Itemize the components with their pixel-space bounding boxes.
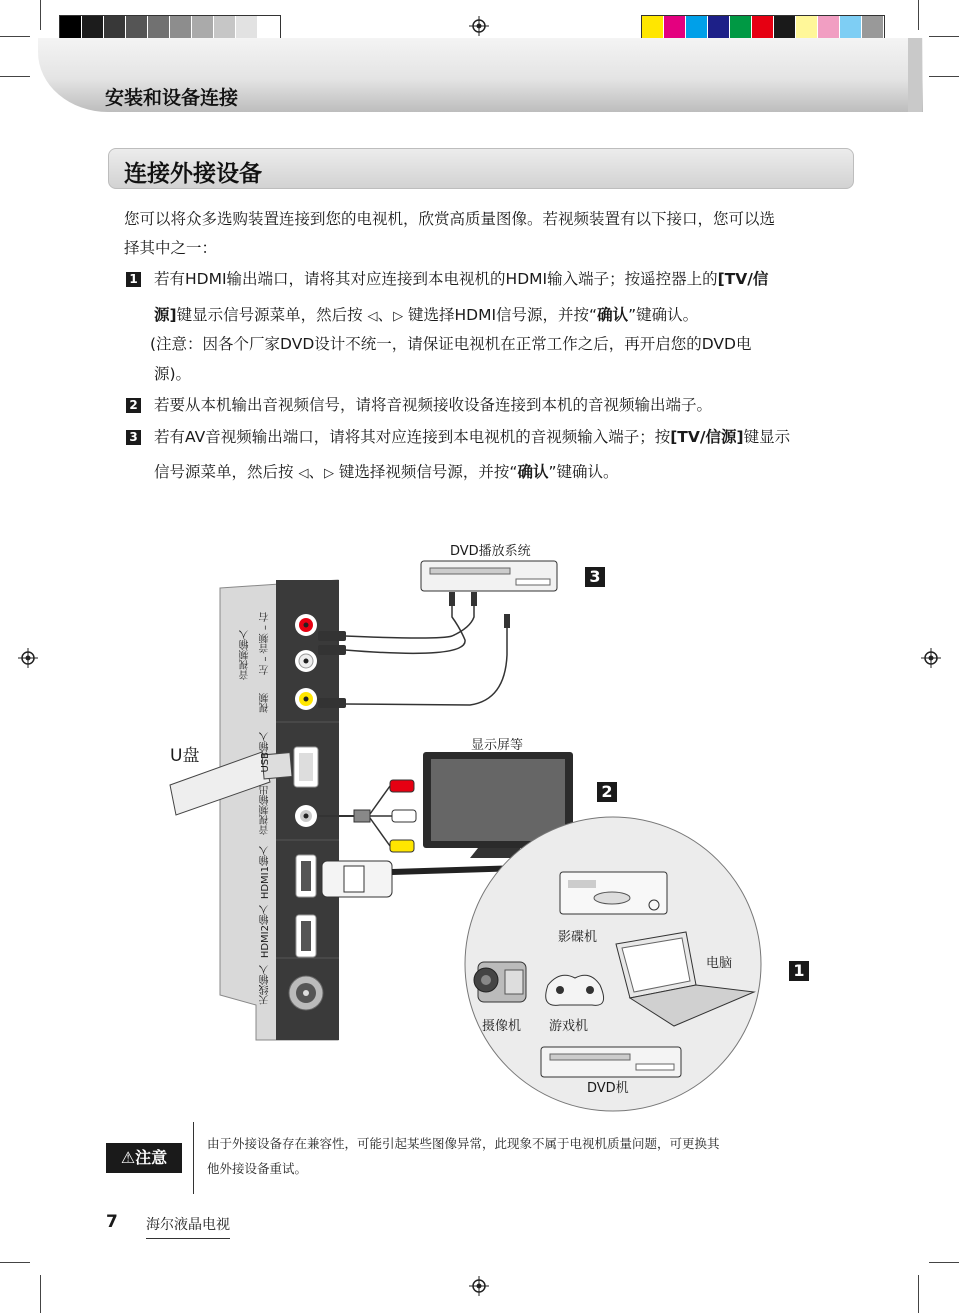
- warning-icon: ⚠: [120, 1148, 136, 1167]
- left-arrow-icon: ◁: [298, 466, 309, 481]
- dvd-player-device: [541, 1047, 681, 1077]
- rca-jack-video: [295, 688, 317, 710]
- badge-2: 2: [597, 782, 617, 802]
- item-3-text: 信号源菜单，然后按: [154, 463, 294, 481]
- page-title: 连接外接设备: [124, 161, 262, 187]
- item-1-text: 键选择HDMI信号源，并按“: [408, 306, 598, 324]
- panel-av-in-label: 音视频输入: [240, 630, 251, 680]
- badge-1: 1: [789, 961, 809, 981]
- item-number: 2: [126, 398, 141, 413]
- tv-source-key: 源]: [154, 306, 177, 324]
- item-number: 3: [126, 430, 141, 445]
- tv-source-key: [TV/信源]: [670, 428, 744, 446]
- page-number: 7: [106, 1212, 118, 1232]
- footer-brand: 海尔液晶电视: [146, 1214, 230, 1239]
- camcorder-label: 摄像机: [482, 1019, 522, 1034]
- av-out-jack: [295, 805, 317, 827]
- item-1-text: ”键确认。: [628, 306, 699, 324]
- item-3-text: 若有AV音视频输出端口，请将其对应连接到本电视机的音视频输入端子；按: [154, 428, 671, 446]
- note-label: 注意: [135, 1148, 168, 1167]
- arrow-separator: 、: [308, 463, 324, 481]
- item-3-text: 键显示: [743, 428, 791, 446]
- item-1-note: (注意：因各个厂家DVD设计不统一，请保证电视机在正常工作之后，再开启您的DVD电: [150, 335, 752, 353]
- tv-source-key: [TV/信: [717, 270, 769, 288]
- note-badge: [106, 1143, 182, 1173]
- panel-hdmi1-label: HDMI1输入: [260, 846, 271, 900]
- dvd-label: DVD机: [587, 1081, 629, 1096]
- panel-usb-label: USB输入: [260, 732, 271, 773]
- note-line: 由于外接设备存在兼容性，可能引起某些图像异常，此现象不属于电视机质量问题，可更换其: [207, 1136, 720, 1151]
- right-arrow-icon: ▷: [393, 309, 404, 324]
- panel-audio-label: 左 – 音频 – 右: [260, 612, 271, 675]
- intro-line: 您可以将众多选购装置连接到您的电视机，欣赏高质量图像。若视频装置有以下接口，您可以选: [124, 210, 776, 228]
- item-1-text: 键显示信号源菜单，然后按: [176, 306, 363, 324]
- note-line: 他外接设备重试。: [207, 1161, 308, 1176]
- usb-label: U盘: [170, 746, 200, 766]
- player-label: 影碟机: [558, 930, 598, 945]
- confirm-key: 确认: [597, 306, 629, 324]
- confirm-key: 确认: [517, 463, 549, 481]
- item-3-text: ”键确认。: [548, 463, 619, 481]
- item-3-text: 键选择视频信号源，并按“: [338, 463, 518, 481]
- camcorder-device: [474, 962, 526, 1002]
- rca-jack-right: [295, 614, 317, 636]
- panel-antenna-label: 天线输入: [260, 965, 271, 1005]
- antenna-jack: [289, 976, 323, 1010]
- rca-jack-left: [295, 650, 317, 672]
- right-arrow-icon: ▷: [323, 466, 334, 481]
- badge-3: 3: [585, 567, 605, 587]
- computer-label: 电脑: [706, 956, 733, 971]
- item-1-text: 若有HDMI输出端口，请将其对应连接到本电视机的HDMI输入端子；按遥控器上的: [154, 270, 718, 288]
- dvd-system-device: [421, 561, 557, 591]
- display-label: 显示屏等: [471, 738, 524, 753]
- arrow-separator: 、: [377, 306, 394, 324]
- player-device: [560, 872, 667, 914]
- panel-av-out-label: 音视频输出: [260, 785, 271, 835]
- game-label: 游戏机: [549, 1019, 589, 1034]
- item-1-note: 源)。: [154, 365, 192, 383]
- intro-line: 择其中之一：: [124, 239, 218, 257]
- left-arrow-icon: ◁: [367, 309, 378, 324]
- item-number: 1: [126, 272, 141, 287]
- dvd-system-label: DVD播放系统: [450, 544, 531, 559]
- section-title: 安装和设备连接: [105, 87, 239, 109]
- panel-video-label: 视频: [260, 693, 271, 713]
- note-divider: [193, 1122, 194, 1194]
- game-controller: [546, 975, 604, 1005]
- item-2-text: 若要从本机输出音视频信号，请将音视频接收设备连接到本机的音视频输出端子。: [154, 396, 713, 414]
- panel-hdmi2-label: HDMI2输入: [260, 905, 271, 959]
